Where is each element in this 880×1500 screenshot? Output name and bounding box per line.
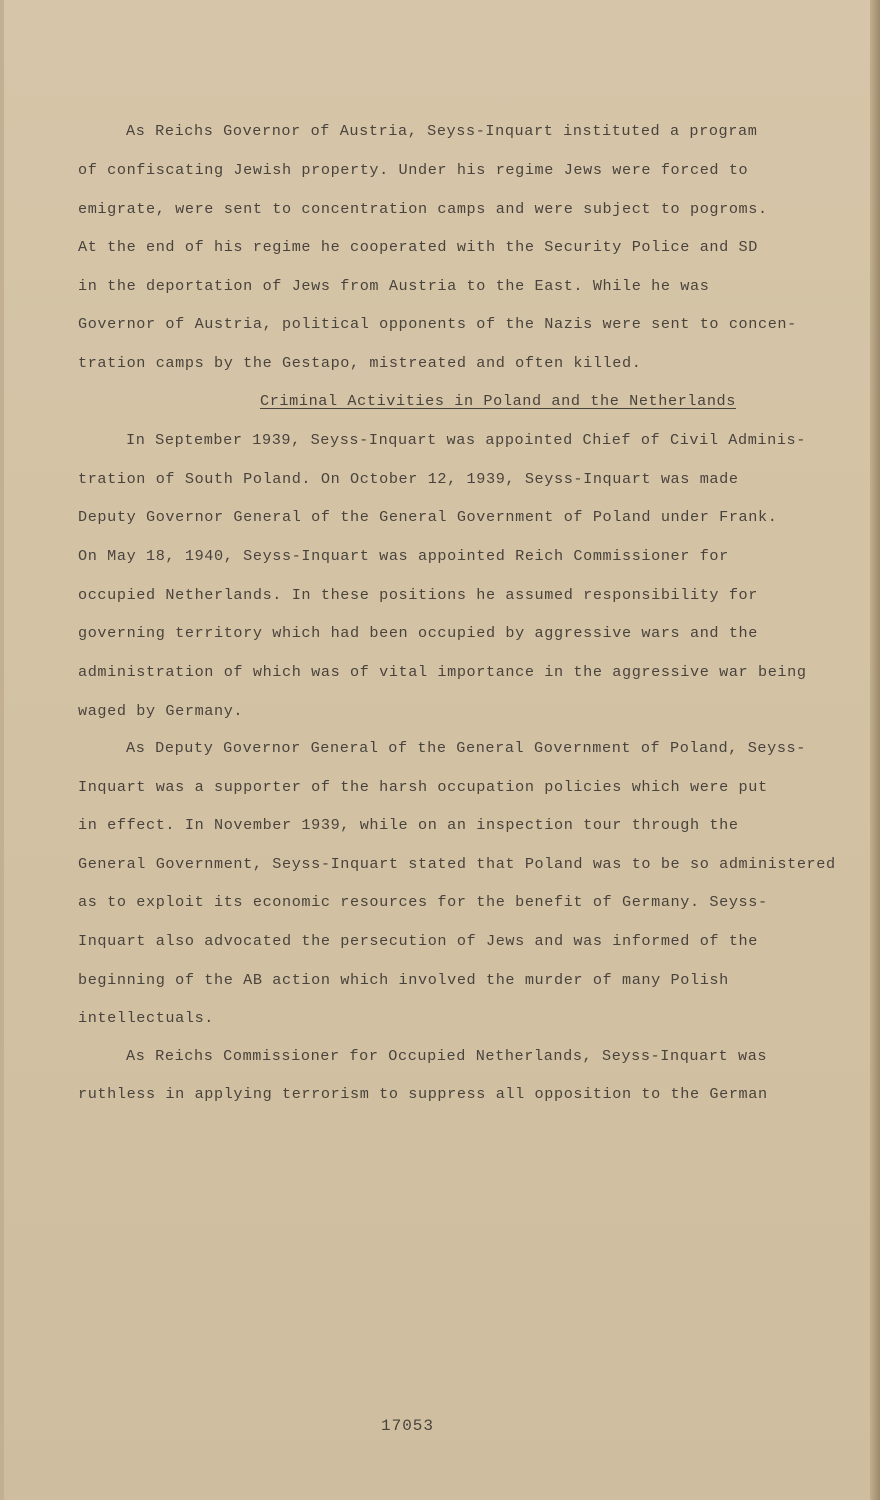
- text-line: in the deportation of Jews from Austria to the East. While he was: [78, 277, 710, 295]
- text-line: in effect. In November 1939, while on an inspection tour through the: [78, 816, 739, 834]
- text-line: of confiscating Jewish property. Under his regime Jews were forced to: [78, 161, 749, 179]
- text-line: emigrate, were sent to concentration camps and were subject to pogroms.: [78, 200, 768, 218]
- text-line: governing territory which had been occupied by aggressive wars and the: [78, 624, 758, 642]
- text-line: As Reichs Commissioner for Occupied Netherlands, Seyss-Inquart was: [126, 1047, 768, 1065]
- page-left-edge: [0, 0, 4, 1500]
- text-line: Deputy Governor General of the General Government of Poland under Frank.: [78, 508, 778, 526]
- text-line: At the end of his regime he cooperated with the Security Police and SD: [78, 238, 758, 256]
- text-line: beginning of the AB action which involved the murder of many Polish: [78, 971, 729, 989]
- text-line: As Deputy Governor General of the General Government of Poland, Seyss-: [126, 739, 806, 757]
- text-line: In September 1939, Seyss-Inquart was appointed Chief of Civil Adminis-: [126, 431, 806, 449]
- page-number: 17053: [381, 1417, 435, 1435]
- text-line: ruthless in applying terrorism to suppress all opposition to the German: [78, 1085, 768, 1103]
- text-line: administration of which was of vital importance in the aggressive war being: [78, 663, 807, 681]
- text-line: intellectuals.: [78, 1009, 214, 1027]
- text-line: waged by Germany.: [78, 702, 244, 720]
- text-line: As Reichs Governor of Austria, Seyss-Inquart instituted a program: [126, 122, 758, 140]
- text-line: tration camps by the Gestapo, mistreated and often killed.: [78, 354, 642, 372]
- text-line: occupied Netherlands. In these positions he assumed responsibility for: [78, 586, 758, 604]
- section-heading: Criminal Activities in Poland and the Netherlands: [260, 392, 736, 410]
- text-line: Governor of Austria, political opponents of the Nazis were sent to concen-: [78, 315, 797, 333]
- text-line: On May 18, 1940, Seyss-Inquart was appointed Reich Commissioner for: [78, 547, 729, 565]
- text-line: as to exploit its economic resources for the benefit of Germany. Seyss-: [78, 893, 768, 911]
- text-line: General Government, Seyss-Inquart stated that Poland was to be so administered: [78, 855, 836, 873]
- text-line: Inquart was a supporter of the harsh occupation policies which were put: [78, 778, 768, 796]
- page-right-edge: [870, 0, 880, 1500]
- text-line: tration of South Poland. On October 12, 1939, Seyss-Inquart was made: [78, 470, 739, 488]
- text-line: Inquart also advocated the persecution of Jews and was informed of the: [78, 932, 758, 950]
